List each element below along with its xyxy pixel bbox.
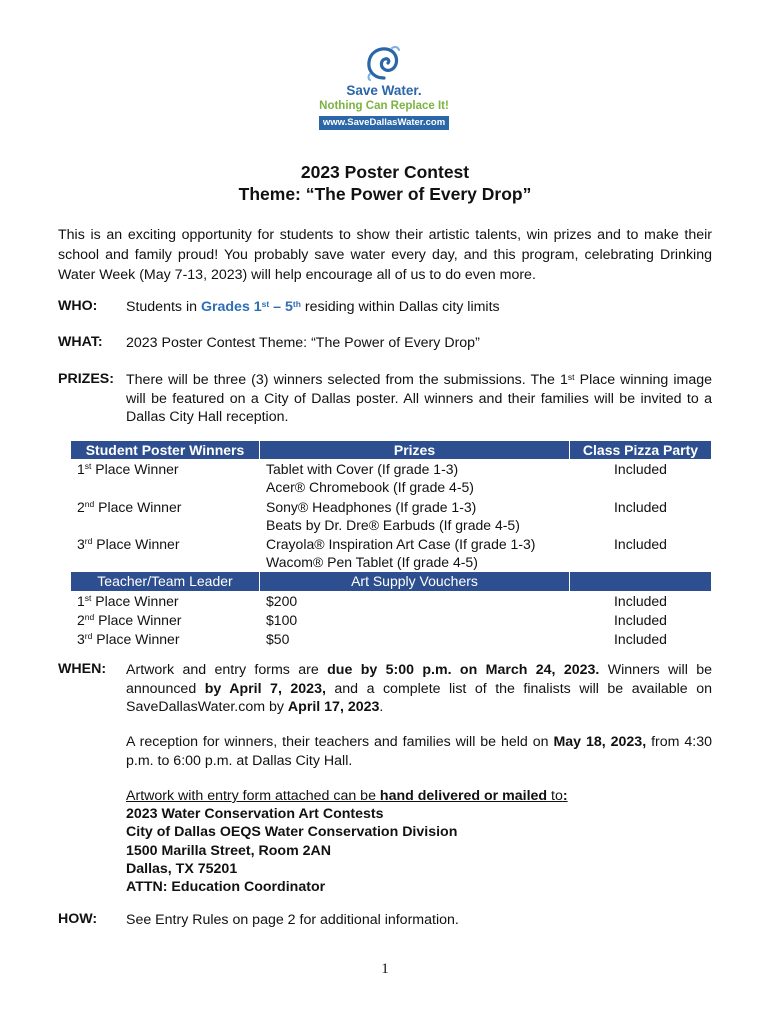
mailing-address [126, 787, 568, 896]
table-header-row [71, 441, 712, 460]
header-teacher-leader: Teacher/Team Leader [71, 572, 260, 591]
page-number: 1 [381, 961, 389, 977]
table-row: 2nd Place Winner $100 Included [71, 610, 712, 629]
logo [316, 44, 452, 140]
how-text: See Entry Rules on page 2 for additional information. [126, 912, 459, 928]
header-student-winners: Student Poster Winners [71, 441, 260, 460]
what-text: 2023 Poster Contest Theme: “The Power of Every Drop” [126, 335, 480, 351]
address-line: City of Dallas OEQS Water Conservation Division [126, 824, 458, 841]
table-row: 1st Place Winner Tablet with Cover (If grade 1-3) Acer® Chromebook (If grade 4-5) Included [71, 460, 712, 497]
table-row: 2nd Place Winner Sony® Headphones (If grade 1-3) Beats by Dr. Dre® Earbuds (If grade 4-5) Included [71, 497, 712, 534]
who-post: residing within Dallas city limits [300, 299, 500, 315]
address-line: ATTN: Education Coordinator [126, 879, 326, 896]
who-label: WHO: [58, 298, 98, 314]
prizes-table [70, 440, 712, 649]
header-pizza-party: Class Pizza Party [570, 441, 712, 460]
header-prizes: Prizes [260, 441, 570, 460]
table-row: 3rd Place Winner Crayola® Inspiration Art Case (If grade 1-3) Wacom® Pen Tablet (If grade 4-5) Included [71, 535, 712, 572]
address-intro: Artwork with entry form attached can be hand delivered or mailed to: [126, 788, 568, 804]
address-line: 1500 Marilla Street, Room 2AN [126, 842, 332, 859]
logo-line2: Nothing Can Replace It! [319, 100, 449, 112]
logo-line1: Save Water. [346, 83, 422, 98]
who-pre: Students in [126, 299, 201, 315]
table-teacher-header-row [71, 572, 712, 591]
prizes-text: There will be three (3) winners selected from the submissions. The 1st Place winning image will be featured on a City of Dallas poster. All winners and their families will be invited to a Dallas City Hall reception. [126, 372, 712, 425]
what-label: WHAT: [58, 334, 103, 350]
intro-paragraph: This is an exciting opportunity for students to show their artistic talents, win prizes and to make their school and family proud! You probably save water every day, and this program, celebrating Drinking Water Week (May 7-13, 2023) will help encourage all of us to do even more. [58, 227, 712, 283]
who-grades: Grades 1st – 5th [200, 299, 301, 315]
address-line: 2023 Water Conservation Art Contests [126, 806, 384, 823]
table-row: 3rd Place Winner $50 Included [71, 630, 712, 649]
page-subtitle: Theme: “The Power of Every Drop” [238, 184, 532, 204]
table-row: 1st Place Winner $200 Included [71, 591, 712, 610]
water-swirl-icon [364, 44, 404, 82]
prizes-label: PRIZES: [58, 371, 114, 387]
address-line: Dallas, TX 75201 [126, 860, 238, 877]
logo-url: www.SaveDallasWater.com [319, 116, 449, 130]
when-deadline-paragraph: Artwork and entry forms are due by 5:00 p.m. on March 24, 2023. Winners will be announced by April 7, 2023, and a complete list of the finalists will be available on SaveDallasWater.com by April 17, 2023. [126, 662, 712, 715]
header-art-vouchers: Art Supply Vouchers [260, 572, 570, 591]
when-label: WHEN: [58, 661, 107, 677]
when-reception-paragraph: A reception for winners, their teachers and families will be held on May 18, 2023, from 4:30 p.m. to 6:00 p.m. at Dallas City Hall. [126, 734, 712, 769]
page-title: 2023 Poster Contest [300, 162, 470, 182]
who-text [126, 298, 712, 317]
how-label: HOW: [58, 911, 98, 927]
